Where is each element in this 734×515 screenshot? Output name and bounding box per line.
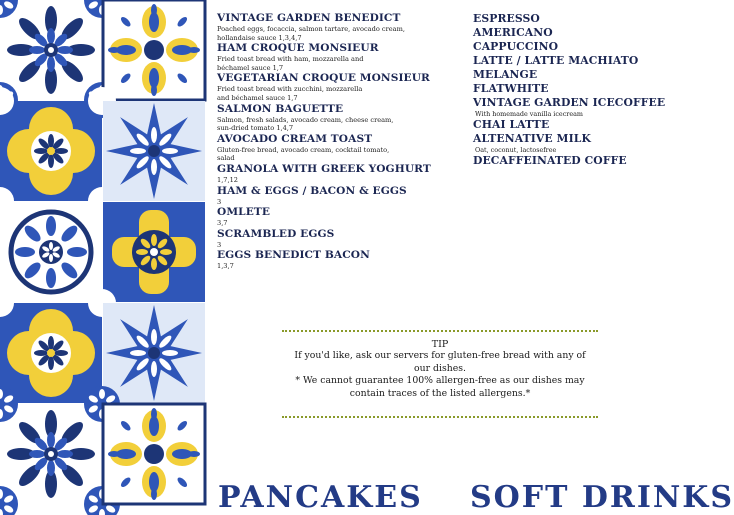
menu-item-name: GRANOLA WITH GREEK YOGHURT xyxy=(217,163,457,176)
menu-item-name: AMERICANO xyxy=(473,26,683,40)
menu-item-name: SCRAMBLED EGGS xyxy=(217,228,457,241)
tip-body: If you'd like, ask our servers for gluten-free bread with any of our dishes. xyxy=(285,350,595,375)
tip-box xyxy=(282,330,598,418)
menu-item xyxy=(217,103,457,133)
menu-item xyxy=(473,40,683,54)
drinks-menu-column xyxy=(473,12,683,168)
azulejo-tile-medallion-white xyxy=(0,202,102,302)
menu-item-name: OMLETE xyxy=(217,206,457,219)
menu-item-name: LATTE / LATTE MACHIATO xyxy=(473,54,683,68)
azulejo-tile-floral-white xyxy=(0,404,102,504)
menu-item xyxy=(217,12,457,42)
menu-item-description: 3 xyxy=(217,198,457,207)
menu-item-name: EGGS BENEDICT BACON xyxy=(217,249,457,262)
menu-item-description: Salmon, fresh salads, avocado cream, cheese cream, sun-dried tomato 1,4,7 xyxy=(217,116,457,133)
menu-item-description: With homemade vanilla icecream xyxy=(473,110,683,118)
tip-bottom-divider xyxy=(282,416,598,418)
azulejo-tile-cross-yellow xyxy=(103,202,205,302)
menu-item xyxy=(217,228,457,250)
azulejo-tile-floral-white xyxy=(0,0,102,100)
menu-item xyxy=(217,72,457,102)
menu-item xyxy=(473,68,683,82)
menu-item xyxy=(217,42,457,72)
menu-item xyxy=(217,249,457,271)
menu-item-description: 1,7,12 xyxy=(217,176,457,185)
menu-item xyxy=(473,54,683,68)
menu-item-name: CHAI LATTE xyxy=(473,118,683,132)
menu-item xyxy=(473,118,683,132)
azulejo-tile-star-blue xyxy=(103,303,205,403)
tile-panel xyxy=(0,0,205,500)
menu-item xyxy=(473,132,683,154)
menu-item xyxy=(473,12,683,26)
menu-item xyxy=(473,96,683,118)
menu-item-description: Fried toast bread with ham, mozzarella and béchamel sauce 1,7 xyxy=(217,55,457,72)
azulejo-tile-garden-yellow xyxy=(103,404,205,504)
menu-item-name: FLATWHITE xyxy=(473,82,683,96)
menu-item xyxy=(217,206,457,228)
menu-item-name: VINTAGE GARDEN ICECOFFEE xyxy=(473,96,683,110)
menu-item-description: Oat, coconut, lactosefree xyxy=(473,146,683,154)
menu-item-description: 3,7 xyxy=(217,219,457,228)
menu-item-description: Gluten-free bread, avocado cream, cocktail tomato, salad xyxy=(217,146,457,163)
tip-allergen-note: * We cannot guarantee 100% allergen-free as our dishes may contain traces of the listed allergens.* xyxy=(290,375,590,400)
menu-item-name: ALTENATIVE MILK xyxy=(473,132,683,146)
menu-item-name: ESPRESSO xyxy=(473,12,683,26)
tip-title: TIP xyxy=(282,339,598,350)
azulejo-tile-star-blue xyxy=(103,101,205,201)
menu-item-description: 3 xyxy=(217,241,457,250)
pancakes-heading: PANCAKES xyxy=(218,480,423,515)
menu-item xyxy=(217,185,457,207)
menu-item-name: VINTAGE GARDEN BENEDICT xyxy=(217,12,457,25)
menu-item-name: DECAFFEINATED COFFE xyxy=(473,154,683,168)
menu-item-name: SALMON BAGUETTE xyxy=(217,103,457,116)
menu-item xyxy=(473,26,683,40)
menu-item xyxy=(217,133,457,163)
azulejo-tile-quatrefoil-yellow xyxy=(0,101,102,201)
menu-item-name: HAM CROQUE MONSIEUR xyxy=(217,42,457,55)
azulejo-tile-garden-yellow xyxy=(103,0,205,100)
azulejo-tile-quatrefoil-yellow xyxy=(0,303,102,403)
soft-drinks-heading: SOFT DRINKS xyxy=(470,480,734,515)
menu-item-name: MELANGE xyxy=(473,68,683,82)
tip-top-divider xyxy=(282,330,598,332)
menu-item-name: VEGETARIAN CROQUE MONSIEUR xyxy=(217,72,457,85)
menu-item-description: Poached eggs, focaccia, salmon tartare, avocado cream, hollandaise sauce 1,3,4,7 xyxy=(217,25,457,42)
menu-item xyxy=(473,82,683,96)
food-menu-column xyxy=(217,12,457,271)
menu-item-description: Fried toast bread with zucchini, mozzarella and béchamel sauce 1,7 xyxy=(217,85,457,102)
menu-item-name: HAM & EGGS / BACON & EGGS xyxy=(217,185,457,198)
menu-item xyxy=(217,163,457,185)
menu-item-description: 1,3,7 xyxy=(217,262,457,271)
menu-item xyxy=(473,154,683,168)
menu-item-name: AVOCADO CREAM TOAST xyxy=(217,133,457,146)
menu-item-name: CAPPUCCINO xyxy=(473,40,683,54)
